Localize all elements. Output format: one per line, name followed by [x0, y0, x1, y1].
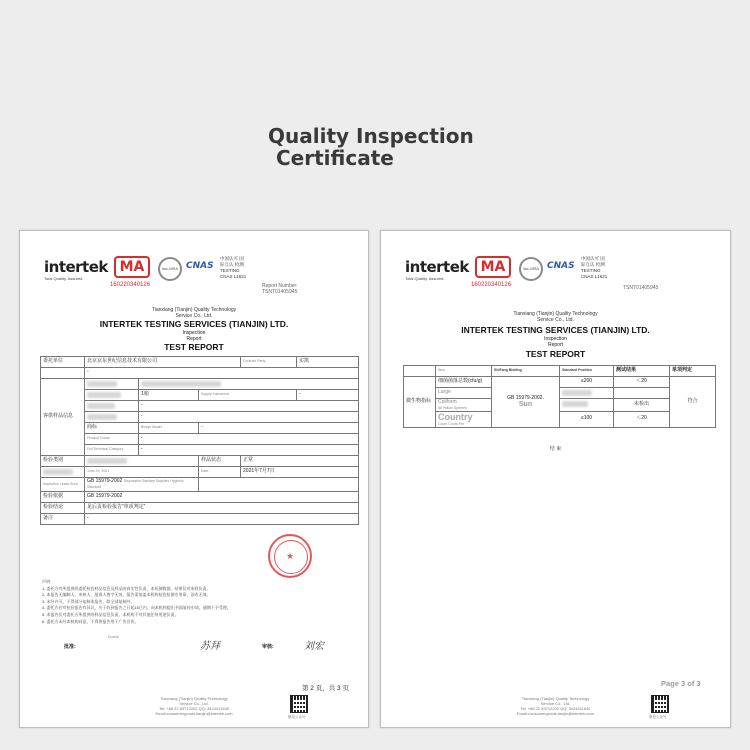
- full-tech-label: Full Technical Category: [85, 445, 139, 456]
- test-report-title: TEST REPORT: [525, 349, 586, 359]
- title-line-2: Certificate: [276, 146, 394, 170]
- cnas-logo: CNAS: [547, 261, 575, 271]
- ma-number: 160220340126: [471, 282, 512, 288]
- date-received: June 29, 2021: [85, 467, 199, 478]
- table-row: [41, 478, 359, 492]
- table-row: [404, 411, 716, 427]
- client-label: 委托单位: [41, 357, 85, 368]
- remark-value: -: [85, 514, 359, 525]
- report-number: TSNT01405945: [623, 285, 659, 291]
- redacted-cell: [85, 412, 139, 423]
- date-label: Date: [199, 467, 241, 478]
- date-tested: 2021年7月7日: [241, 467, 359, 478]
- table-row: [41, 492, 359, 503]
- sample-info-label: 客供样品信息: [41, 379, 85, 456]
- tagline: Total Quality. Assured.: [44, 276, 84, 281]
- intertek-logo: intertek: [44, 258, 108, 276]
- col-result: 测试结果: [614, 366, 670, 377]
- dash-cell: -: [139, 445, 359, 456]
- page-number: 第 2 页，共 3 页: [302, 685, 349, 692]
- table-row: [41, 503, 359, 514]
- report-footer: Tianxiang (Tianjin) Quality Technology Service Co., Ltd. Tel: +86 22 83712202 QQ: 3424411640 Email:consumergoods.tianjin@intertek.com: [517, 696, 594, 716]
- redacted-cell: [41, 467, 85, 478]
- report-header: [20, 231, 368, 295]
- limit-4: ≤100: [560, 411, 614, 427]
- table-row: [41, 412, 359, 423]
- declaration-notes: 声明： 1. 委托方对所提供的委托检验样品信息及样品的真实性负责，本检测数据、结果仅对来样负责。 2. 本报告无编制人、审核人、批准人签字无效，报告需加盖本机构检验检测专用章，涂改无效。 3. 未经许可，不得部分复制本报告，除全部复制外。 4. 委托方若对检验报告有异议，应于收到报告之日起15日内，向本机构提出书面复检申请，逾期不予受理。 5. 本报告仅对委托方所提供的样品信息负责，本机构不对其他任何用途负责。 6. 委托方未经本机构同意，不得将报告用于广告宣传。: [42, 579, 231, 624]
- cnas-logo: CNAS: [186, 261, 214, 271]
- conclusion-value: 见后页检验报告“单项判定”: [85, 503, 359, 514]
- report-footer: Tianxiang (Tianjin) Quality Technology Service Co., Ltd. Tel: +86 22 83712202 QQ: 3424411640 Email:consumergoods.tianjin@intertek.com: [155, 696, 233, 716]
- redacted-cell: [85, 456, 199, 467]
- redacted-cell: [85, 379, 139, 390]
- end-marker: 结 束: [549, 446, 562, 452]
- cnas-side-text: 中国认可 国际互认 检测 TESTING CNAS L1621: [220, 256, 247, 279]
- ilac-mra-icon: ilac-MRA: [158, 257, 182, 281]
- inspection-label: Inspection Report: [182, 330, 206, 342]
- test-results-table: [403, 365, 716, 428]
- contract-value: 实凯: [297, 357, 359, 368]
- qr-code-icon: [651, 695, 669, 713]
- dash-cell: -: [85, 368, 359, 379]
- table-row: [41, 423, 359, 434]
- redacted-cell: [85, 390, 139, 401]
- item-3: Coliform All Yellow Spheres: [436, 399, 492, 412]
- table-row: [41, 434, 359, 445]
- table-row: [41, 401, 359, 412]
- page-number: Page 3 of 3: [661, 679, 701, 688]
- standard-code: GB 15979-2002. Sun: [492, 377, 560, 428]
- standard-1: GB 15979-2002 Disposable Sanitary Supplies Hygienic Standard: [85, 478, 199, 492]
- certificate-page-3: [380, 230, 731, 728]
- item-5: Country Count Count Per: [436, 411, 492, 427]
- qr-code-icon: [290, 695, 308, 713]
- qty-value: 1箱: [139, 390, 199, 401]
- qr-label: 微信公众号: [649, 715, 667, 719]
- category-label: 微生物指标: [404, 377, 436, 428]
- dash-cell: -: [199, 423, 359, 434]
- ma-badge-icon: MA: [475, 256, 511, 278]
- conclusion-label: 检验结论: [41, 503, 85, 514]
- dash-cell: -: [297, 390, 359, 401]
- ma-number: 160220340126: [110, 282, 151, 288]
- report-info-table: [40, 356, 359, 525]
- report-number: Report Number: TSNT01405945: [262, 283, 298, 295]
- empty-cell: [404, 366, 436, 377]
- signer-name-label: Dossie: [108, 635, 119, 639]
- contract-label: Contract Party: [241, 357, 297, 368]
- ma-badge-icon: MA: [114, 256, 150, 278]
- signature-1: 苏拜: [200, 641, 220, 652]
- approved-label: 批准:: [64, 644, 76, 650]
- redacted-cell: [85, 401, 139, 412]
- sample-state-label: 样品状态: [199, 456, 241, 467]
- table-row: [404, 388, 716, 399]
- ilac-mra-icon: ilac-MRA: [519, 257, 543, 281]
- standard-2: GB 15979-2002: [85, 492, 359, 503]
- table-row: [41, 467, 359, 478]
- table-row: [41, 379, 359, 390]
- redacted-cell: [560, 399, 614, 412]
- col-item: Item: [436, 366, 492, 377]
- cnas-side-text: 中国认可 国际互认 检测 TESTING CNAS L1621: [581, 256, 608, 279]
- dash-cell: -: [139, 412, 359, 423]
- client-value: 北京京东世纪信息技术有限公司: [85, 357, 241, 368]
- dash-cell: -: [139, 401, 359, 412]
- signature-row: [20, 631, 368, 661]
- inspection-area-label: Inspection Lease Area: [41, 478, 85, 492]
- table-row: [41, 445, 359, 456]
- sample-state-value: 正常: [241, 456, 359, 467]
- col-standard: Standard Position: [560, 366, 614, 377]
- supply-label: Supply Instrument: [199, 390, 297, 401]
- intertek-logo: intertek: [405, 258, 469, 276]
- qr-label: 微信公众号: [288, 715, 306, 719]
- empty-cell: [41, 368, 85, 379]
- inspection-label: Inspection Report: [544, 336, 567, 348]
- limit-1: ≤200: [560, 377, 614, 388]
- signature-2: 刘宏: [304, 641, 324, 652]
- lab-title: INTERTEK TESTING SERVICES (TIANJIN) LTD.: [99, 319, 289, 329]
- result-1: ＜20: [614, 377, 670, 388]
- title-line-1: Quality Inspection: [268, 124, 474, 148]
- report-header: [381, 231, 730, 291]
- empty-cell: [614, 388, 670, 399]
- col-judge: 单项判定: [670, 366, 716, 377]
- lab-cn-line: Tianxiang (Tianjin) Quality Technology Service Co., Ltd.: [151, 307, 237, 319]
- empty-cell: [199, 478, 359, 492]
- item-1: 细菌菌落总数(cfu/g): [436, 377, 492, 388]
- table-row: [41, 514, 359, 525]
- checked-label: 审核:: [262, 644, 274, 650]
- lab-cn-line: Tianxiang (Tianjin) Quality Technology Service Co., Ltd.: [513, 311, 598, 323]
- dash-cell: -: [139, 434, 359, 445]
- bridge-model-label: Bridge Model: [139, 423, 199, 434]
- basis-label: 检验依据: [41, 492, 85, 503]
- table-header-row: [404, 366, 716, 377]
- test-report-title: TEST REPORT: [164, 342, 224, 352]
- table-row: [404, 377, 716, 388]
- page-title: [268, 125, 474, 169]
- result-3: 未检出: [614, 399, 670, 412]
- certificate-page-2: [19, 230, 369, 728]
- result-4: ＜20: [614, 411, 670, 427]
- tagline: Total Quality. Assured.: [405, 276, 445, 281]
- table-row: [41, 390, 359, 401]
- col-method: ShiFang Bidding: [492, 366, 560, 377]
- judgement: 符合: [670, 377, 716, 428]
- redacted-cell: [560, 388, 614, 399]
- table-row: [41, 456, 359, 467]
- lab-title: INTERTEK TESTING SERVICES (TIANJIN) LTD.: [461, 325, 650, 335]
- table-row: [41, 357, 359, 368]
- trademark-label: 商标: [85, 423, 139, 434]
- redacted-cell: [139, 379, 359, 390]
- item-2: Large: [436, 388, 492, 399]
- test-type-label: 检验类别: [41, 456, 85, 467]
- table-row: [404, 399, 716, 412]
- official-seal-icon: ★: [268, 534, 312, 578]
- table-row: [41, 368, 359, 379]
- remark-label: 备注: [41, 514, 85, 525]
- product-grade-label: Product Grade: [85, 434, 139, 445]
